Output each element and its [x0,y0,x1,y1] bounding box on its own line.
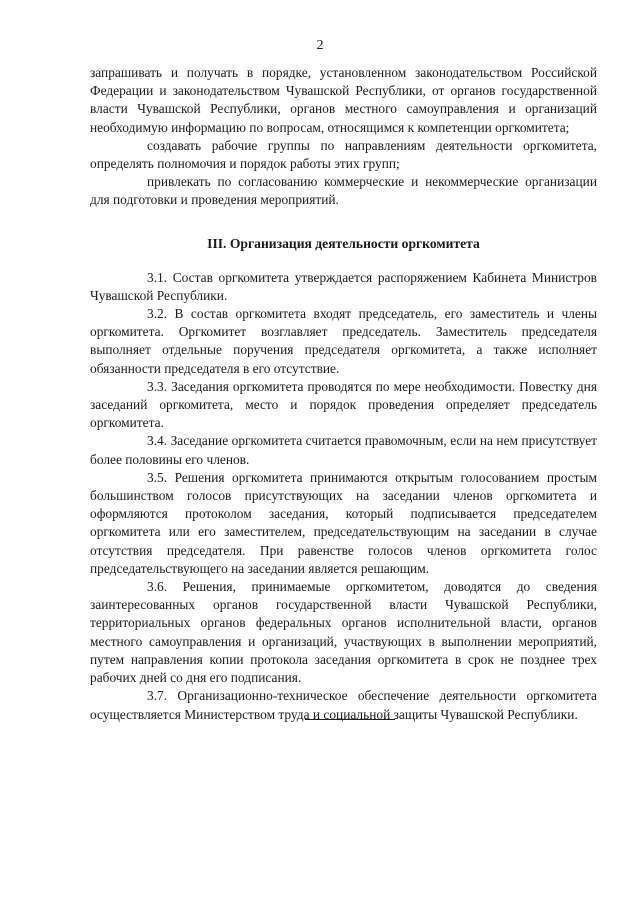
paragraph-3-5: 3.5. Решения оргкомитета принимаются открытым голосованием простым большинством голосов присутствующих на заседании членов оргкомитета и оформляются протоколом заседания, который подписывается председателем оргкомитета или его заместителем, председательствующим на заседании в случае отсутствия председателя. При равенстве голосов членов оргкомитета голос председательствующего на заседании является решающим. [90,469,597,576]
paragraph-3-2: 3.2. В состав оргкомитета входят председатель, его заместитель и члены оргкомитета. Оргкомитет возглавляет председатель. Заместитель председателя выполняет отдельные поручения председателя оргкомитета, а также исполняет обязанности председателя в его отсутствие. [90,306,597,376]
paragraph-3-1: 3.1. Состав оргкомитета утверждается распоряжением Кабинета Министров Чувашской Республики. [90,269,597,303]
page-number: 2 [316,38,324,53]
section-heading: III. Организация деятельности оргкомитета [207,235,480,251]
document-body [90,64,597,724]
paragraph-3-4: 3.4. Заседание оргкомитета считается правомочным, если на нем присутствует более половины его членов. [90,433,597,467]
end-divider-line [305,719,395,720]
paragraph-3-6: 3.6. Решения, принимаемые оргкомитетом, доводятся до сведения заинтересованных органов государственной власти Чувашской Республики, территориальных органов федеральных органов исполнительной власти, органов местного самоуправления и организаций, участвующих в выполнении мероприятий, путем направления копии протокола заседания оргкомитета в срок не позднее трех рабочих дней со дня его подписания. [90,579,597,686]
paragraph-request-information: запрашивать и получать в порядке, установленном законодательством Российской Федерации и законодательством Чувашской Республики, от органов государственной власти Чувашской Республики, органов местного самоуправления и организаций необходимую информацию по вопросам, относящимся к компетенции оргкомитета; [90,65,597,135]
paragraph-3-7: 3.7. Организационно-техническое обеспечение деятельности оргкомитета осуществляется Министерством труда и социальной защиты Чувашской Республики. [90,688,597,722]
paragraph-create-working-groups: создавать рабочие группы по направлениям деятельности оргкомитета, определять полномочия и порядок работы этих групп; [90,137,597,172]
paragraph-3-3: 3.3. Заседания оргкомитета проводятся по мере необходимости. Повестку дня заседаний оргкомитета, место и порядок проведения определяет председатель оргкомитета. [90,378,597,431]
paragraph-involve-organizations: привлекать по согласованию коммерческие и некоммерческие организации для подготовки и проведения мероприятий. [90,174,597,208]
